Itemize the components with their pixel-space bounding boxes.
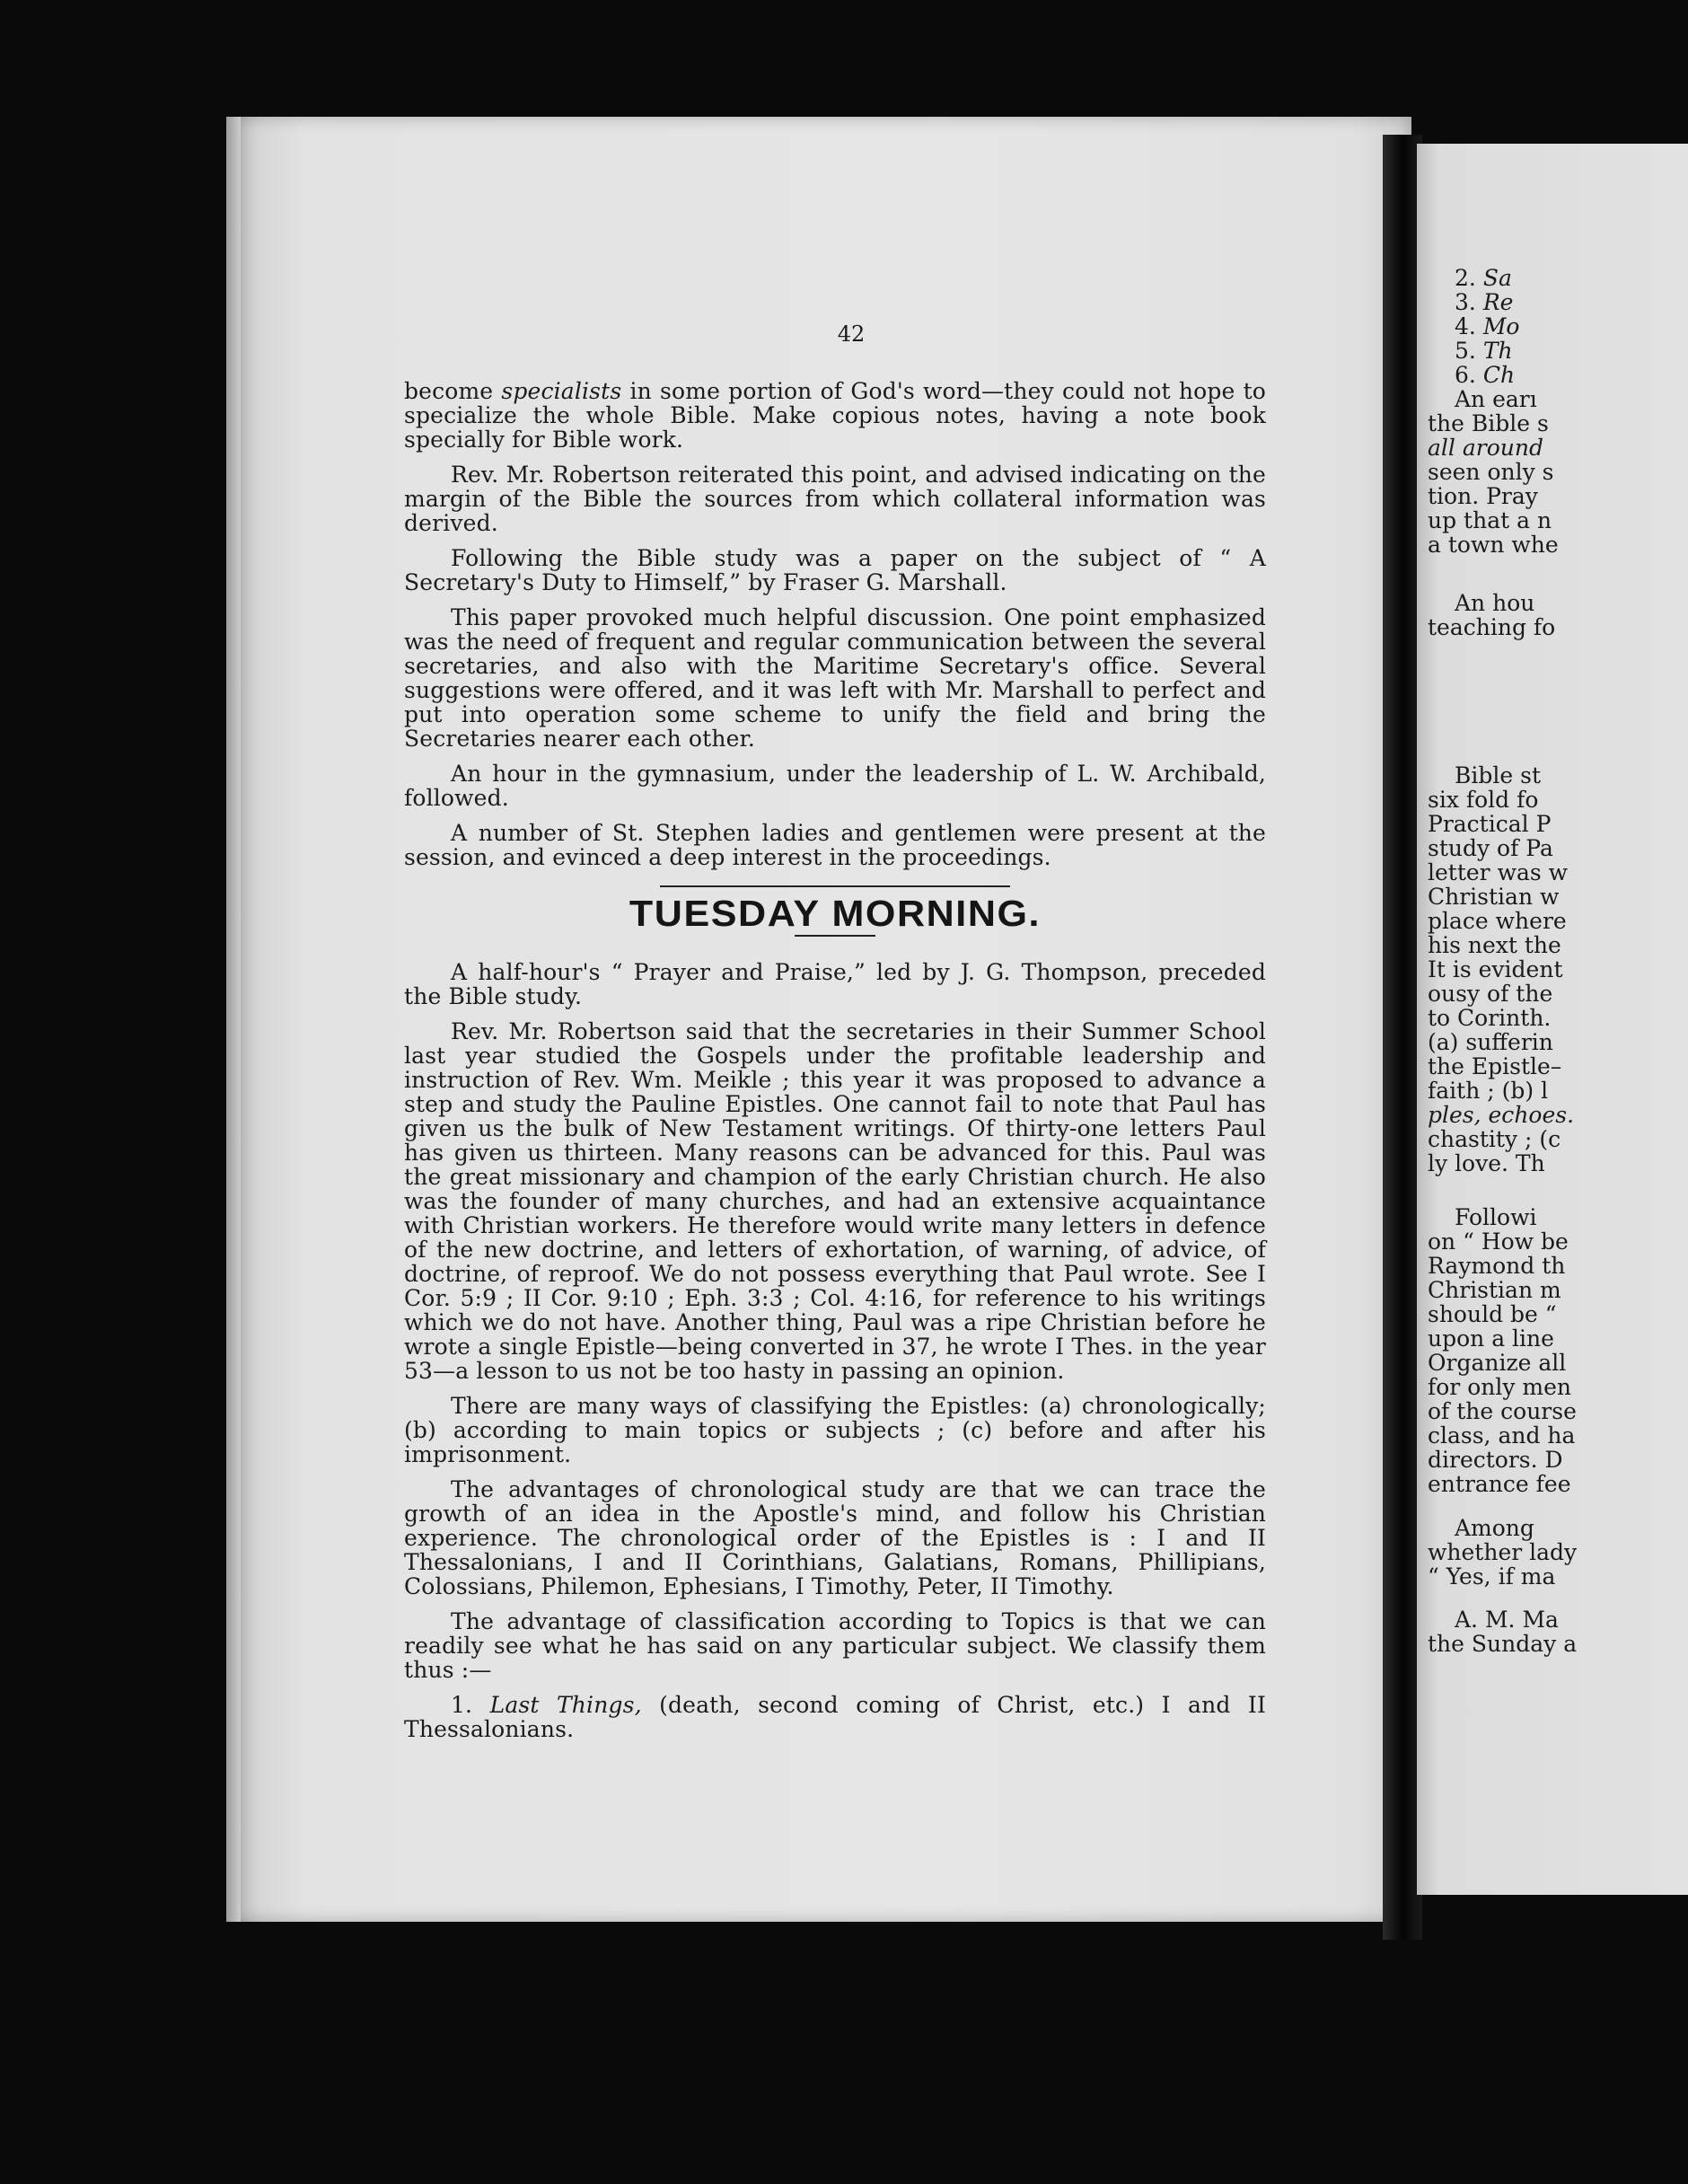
right-page-line: up that a n bbox=[1428, 507, 1552, 533]
right-page-line: of the course bbox=[1428, 1398, 1577, 1424]
paragraph-secretary-paper: Following the Bible study was a paper on the subject of “ A Secretary's Duty to Himself,” by Fraser G. Marshall. bbox=[404, 545, 1266, 595]
text-run: in some portion of God's word—they could not hope to specialize the whole Bible. Make copious notes, having a note book specially for Bible work. bbox=[404, 378, 1266, 453]
right-page-line: his next the bbox=[1428, 932, 1561, 958]
right-page-line: a town whe bbox=[1428, 532, 1559, 558]
right-page-line: the Sunday a bbox=[1428, 1631, 1578, 1657]
right-page-line: tion. Pray bbox=[1428, 483, 1538, 509]
right-page-line: Christian w bbox=[1428, 884, 1560, 910]
right-page-line: six fold fo bbox=[1428, 787, 1539, 813]
right-page-line: Practical P bbox=[1428, 811, 1552, 837]
right-page-line: to Corinth. bbox=[1428, 1005, 1552, 1031]
right-page-line: Organize all bbox=[1428, 1350, 1567, 1376]
section-heading: TUESDAY MORNING. bbox=[629, 893, 1042, 934]
paragraph-st-stephen: A number of St. Stephen ladies and gentlemen were present at the session, and evinced a deep interest in the proceedings. bbox=[404, 820, 1266, 870]
right-page-line: directors. D bbox=[1428, 1447, 1563, 1473]
paragraph-prayer-praise: A half-hour's “ Prayer and Praise,” led by J. G. Thompson, preceded the Bible study. bbox=[404, 959, 1266, 1009]
right-page-line: class, and ha bbox=[1428, 1422, 1576, 1449]
right-page-line: entrance fee bbox=[1428, 1471, 1571, 1497]
right-page-line: ly love. Th bbox=[1428, 1150, 1545, 1176]
right-page-line: (a) sufferin bbox=[1428, 1029, 1553, 1055]
text-run: become bbox=[404, 378, 502, 404]
right-page-line: Followi bbox=[1455, 1204, 1537, 1230]
paragraph-chronological: The advantages of chronological study are that we can trace the growth of an idea in the Apostle's mind, and follow his Christian experience. The chronological order of the Epistles is : I and II Thessalonians, I and II Corinthians, Galatians, Romans, Phillipians, Colossians, Philemon, Ephesians, I Timothy, Peter, II Timothy. bbox=[404, 1476, 1266, 1599]
right-page-line: chastity ; (c bbox=[1428, 1126, 1561, 1152]
paragraph-last-things bbox=[404, 1693, 1266, 1741]
right-page-line: “ Yes, if ma bbox=[1428, 1563, 1556, 1590]
right-page-line: ples, echoes. bbox=[1428, 1102, 1575, 1128]
right-page-line: ousy of the bbox=[1428, 981, 1553, 1007]
right-page-line: 5. Th bbox=[1455, 338, 1513, 364]
right-page-line: An hou bbox=[1455, 590, 1535, 616]
emphasis: Last Things, bbox=[489, 1692, 642, 1718]
paragraph-specialists bbox=[404, 379, 1266, 452]
right-page-line: the Epistle– bbox=[1428, 1053, 1562, 1079]
right-page-line: should be “ bbox=[1428, 1301, 1557, 1327]
right-page-line: 2. Sa bbox=[1455, 265, 1512, 291]
right-page-line: An earı bbox=[1455, 386, 1537, 412]
right-page-line: Among bbox=[1455, 1515, 1534, 1541]
left-page-text bbox=[404, 379, 1266, 1752]
right-page-line: place where bbox=[1428, 908, 1567, 934]
right-page-line: 4. Mo bbox=[1455, 313, 1520, 339]
right-page-line: all around bbox=[1428, 435, 1543, 461]
right-page-line: faith ; (b) l bbox=[1428, 1078, 1549, 1104]
text-run: (death, second coming of Christ, etc.) I and II Thessalonians. bbox=[404, 1692, 1266, 1742]
right-page-line: study of Pa bbox=[1428, 835, 1553, 861]
paragraph-robertson-margin: Rev. Mr. Robertson reiterated this point, and advised indicating on the margin of the Bible the sources from which collateral information was derived. bbox=[404, 462, 1266, 536]
right-page-line: Bible st bbox=[1455, 762, 1541, 788]
emphasis: specialists bbox=[501, 378, 622, 404]
paragraph-discussion: This paper provoked much helpful discussion. One point emphasized was the need of frequent and regular communication between the several secretaries, and also with the Maritime Secretary's office. Several suggestions were offered, and it was left with Mr. Marshall to perfect and put into operation some scheme to unify the field and bring the Secretaries nearer each other. bbox=[404, 604, 1266, 752]
right-page-line: seen only s bbox=[1428, 459, 1554, 485]
right-page-line: teaching fo bbox=[1428, 614, 1556, 640]
right-page-line: on “ How be bbox=[1428, 1228, 1569, 1255]
right-page-line: letter was w bbox=[1428, 859, 1569, 885]
right-page-line: for only men bbox=[1428, 1374, 1572, 1400]
paragraph-classifying: There are many ways of classifying the Epistles: (a) chronologically; (b) according to main topics or subjects ; (c) before and after his imprisonment. bbox=[404, 1393, 1266, 1467]
paragraph-pauline-epistles: Rev. Mr. Robertson said that the secretaries in their Summer School last year studied the Gospels under the profitable leadership and instruction of Rev. Wm. Meikle ; this year it was proposed to advance a step and study the Pauline Epistles. One cannot fail to note that Paul has given us the bulk of New Testament writings. Of thirty-one letters Paul has given us thirteen. Many reasons can be advanced for this. Paul was the great missionary and champion of the early Christian church. He also was the founder of many churches, and had an extensive acquaintance with Christian workers. He therefore would write many letters in defence of the new doctrine, and letters of exhortation, of warning, of advice, of doctrine, of reproof. We do not possess everything that Paul wrote. See I Cor. 5:9 ; II Cor. 9:10 ; Eph. 3:3 ; Col. 4:16, for reference to his writings which we do not have. Another thing, Paul was a ripe Christian before he wrote a single Epistle—being converted in 37, he wrote I Thes. in the year 53—a lesson to us not be too hasty in passing an opinion. bbox=[404, 1018, 1266, 1384]
right-page-line: the Bible s bbox=[1428, 410, 1549, 436]
right-page-line: 3. Re bbox=[1455, 289, 1514, 315]
section-divider bbox=[660, 885, 1010, 887]
page-edge bbox=[226, 117, 241, 1922]
heading-underline bbox=[795, 935, 875, 937]
right-page bbox=[1417, 144, 1688, 1895]
right-page-line: A. M. Ma bbox=[1455, 1607, 1559, 1633]
paragraph-gymnasium: An hour in the gymnasium, under the leadership of L. W. Archibald, followed. bbox=[404, 761, 1266, 811]
right-page-line: 6. Ch bbox=[1455, 362, 1516, 388]
right-page-line: Christian m bbox=[1428, 1277, 1561, 1303]
right-page-line: It is evident bbox=[1428, 956, 1563, 982]
right-page-line: whether lady bbox=[1428, 1539, 1578, 1565]
paragraph-topics: The advantage of classification according to Topics is that we can readily see what he has said on any particular subject. We classify them thus :— bbox=[404, 1608, 1266, 1683]
list-number: 1. bbox=[451, 1692, 490, 1718]
right-page-line: upon a line bbox=[1428, 1325, 1554, 1352]
page-number: 42 bbox=[837, 321, 866, 347]
right-page-line: Raymond th bbox=[1428, 1253, 1566, 1279]
